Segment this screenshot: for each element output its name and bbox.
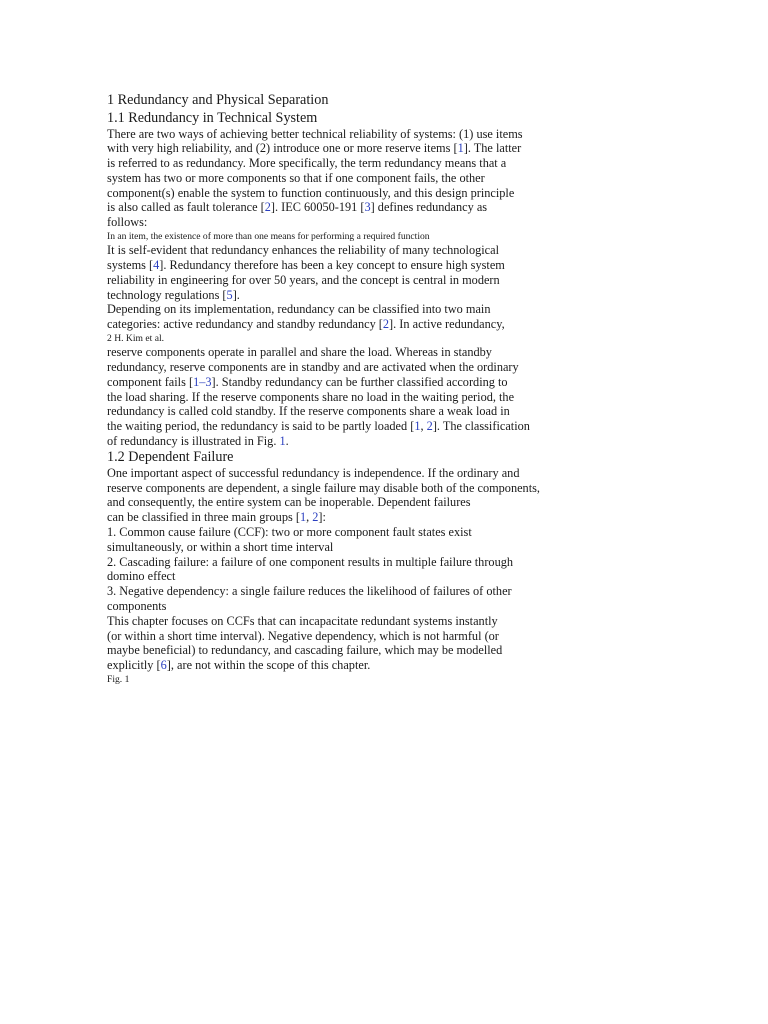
citation-link[interactable]: 2	[264, 200, 271, 215]
text-line: There are two ways of achieving better technical reliability of systems: (1) use items	[107, 126, 523, 141]
text-line: 3. Negative dependency: a single failure reduces the likelihood of failures of other	[107, 584, 512, 599]
text-line: technology regulations [5].	[107, 287, 240, 302]
text-line: 2. Cascading failure: a failure of one component results in multiple failure through	[107, 554, 514, 569]
citation-link[interactable]: 2	[312, 510, 319, 525]
text-line: is referred to as redundancy. More specifically, the term redundancy means that a	[107, 156, 507, 171]
chapter-title: 1 Redundancy and Physical Separation	[107, 92, 329, 108]
text-line: follows:	[107, 215, 148, 230]
citation-link[interactable]: 6	[160, 658, 167, 673]
text-line: is also called as fault tolerance [2]. IEC 60050-191 [3] defines redundancy as	[107, 200, 488, 215]
text-line: system has two or more components so that if one component fails, the other	[107, 170, 485, 185]
text-line: domino effect	[107, 569, 176, 584]
text-line: with very high reliability, and (2) introduce one or more reserve items [1]. The latter	[107, 141, 522, 156]
running-head: 2 H. Kim et al.	[107, 333, 165, 345]
citation-link[interactable]: 1	[414, 419, 421, 434]
citation-link[interactable]: 2	[382, 317, 390, 332]
text-line: of redundancy is illustrated in Fig. 1.	[107, 434, 289, 449]
document-page	[107, 92, 557, 686]
text-line: redundancy is called cold standby. If the reserve components share a weak load in	[107, 404, 510, 419]
text-line: reserve components are dependent, a single failure may disable both of the components,	[107, 480, 540, 495]
text-line: (or within a short time interval). Negative dependency, which is not harmful (or	[107, 628, 499, 643]
text-line: explicitly [6], are not within the scope of this chapter.	[107, 658, 371, 673]
paragraph-implementation	[107, 302, 557, 332]
citation-link[interactable]: 1	[279, 434, 286, 449]
text-line: systems [4]. Redundancy therefore has been a key concept to ensure high system	[107, 258, 505, 273]
text-line: component fails [1–3]. Standby redundancy can be further classified according to	[107, 374, 508, 389]
text-line: 1. Common cause failure (CCF): two or more component fault states exist	[107, 525, 472, 540]
text-line: component(s) enable the system to function continuously, and this design principle	[107, 185, 515, 200]
figure-caption: Fig. 1	[107, 674, 130, 685]
section-heading-1-2: 1.2 Dependent Failure	[107, 448, 234, 465]
text-line: simultaneously, or within a short time interval	[107, 539, 334, 554]
text-line: One important aspect of successful redundancy is independence. If the ordinary and	[107, 465, 520, 480]
citation-link[interactable]: 5	[226, 287, 233, 302]
citation-link[interactable]: 2	[426, 419, 433, 434]
citation-link[interactable]: 1–3	[193, 374, 212, 389]
text-line: categories: active redundancy and standby redundancy [2]. In active redundancy,	[107, 317, 505, 332]
text-line: and consequently, the entire system can be inoperable. Dependent failures	[107, 495, 471, 510]
text-line: maybe beneficial) to redundancy, and cascading failure, which may be modelled	[107, 643, 503, 658]
text-line: the waiting period, the redundancy is said to be partly loaded [1, 2]. The classification	[107, 419, 530, 434]
text-line: components	[107, 599, 167, 614]
text-line: Depending on its implementation, redundancy can be classified into two main	[107, 302, 491, 317]
definition-quote: In an item, the existence of more than one means for performing a required function	[107, 231, 430, 243]
text-line: This chapter focuses on CCFs that can incapacitate redundant systems instantly	[107, 613, 498, 628]
text-line: the load sharing. If the reserve components share no load in the waiting period, the	[107, 389, 515, 404]
paragraph-standby	[107, 345, 557, 449]
paragraph-reliability	[107, 127, 557, 231]
citation-link[interactable]: 1	[457, 141, 464, 156]
text-line: can be classified in three main groups [1, 2]:	[107, 510, 326, 525]
text-line: It is self-evident that redundancy enhances the reliability of many technological	[107, 243, 499, 258]
section-heading-1-1: 1.1 Redundancy in Technical System	[107, 109, 318, 126]
text-line: redundancy, reserve components are in standby and are activated when the ordinary	[107, 360, 519, 375]
paragraph-self-evident	[107, 243, 557, 302]
text-line: reliability in engineering for over 50 years, and the concept is central in modern	[107, 272, 500, 287]
citation-link[interactable]: 1	[299, 510, 307, 525]
text-line: reserve components operate in parallel and share the load. Whereas in standby	[107, 345, 492, 360]
citation-link[interactable]: 3	[364, 200, 371, 215]
paragraph-dependent-failure	[107, 466, 557, 673]
citation-link[interactable]: 4	[153, 258, 160, 273]
